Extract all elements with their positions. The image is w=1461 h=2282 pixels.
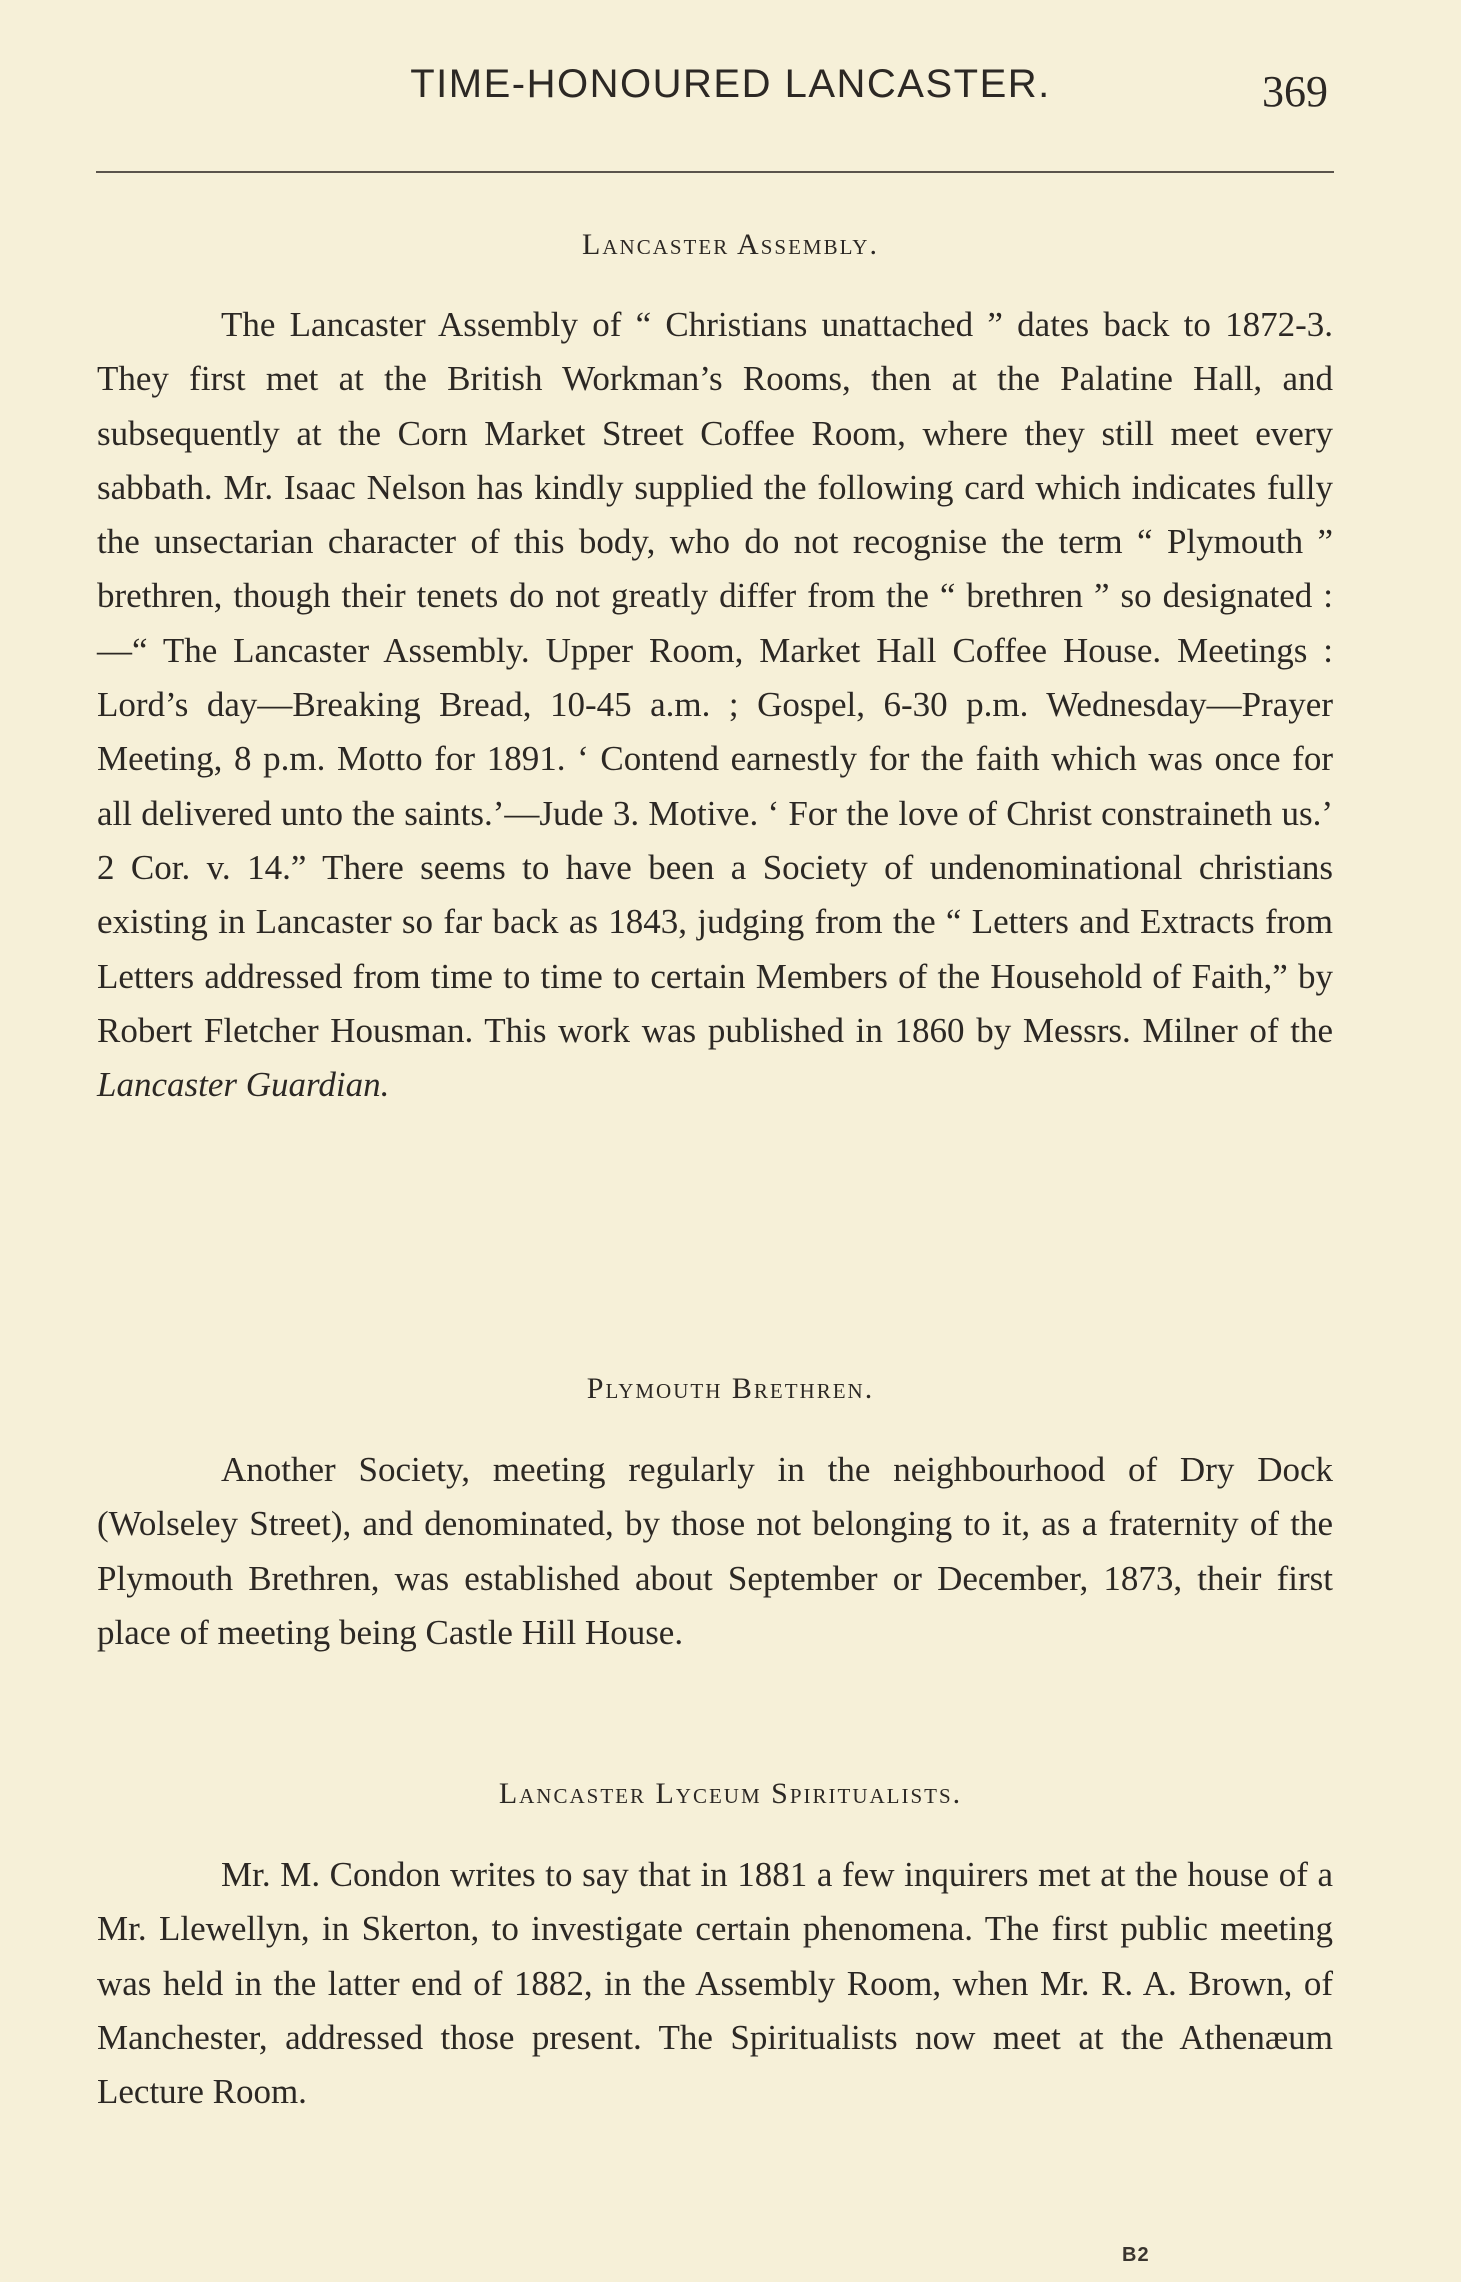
header-rule xyxy=(96,171,1334,173)
paragraph-text: Mr. M. Condon writes to say that in 1881 a few inquirers met at the house of a Mr. Llewellyn, in Skerton, to investigate certain phenomena. The first public meeting was held in the latter end of 1882, in the Assembly Room, when Mr. R. A. Brown, of Manchester, addressed those present. The Spiritualists now meet at the Athenæum Lecture Room. xyxy=(97,1855,1333,2112)
paragraph-lancaster-assembly xyxy=(97,298,1333,1112)
paragraph-text: Another Society, meeting regularly in the neighbourhood of Dry Dock (Wolseley Street), and denominated, by those not belonging to it, as a fraternity of the Plymouth Brethren, was established about September or December, 1873, their first place of meeting being Castle Hill House. xyxy=(97,1450,1333,1652)
section-heading-lyceum-spiritualists: Lancaster Lyceum Spiritualists. xyxy=(498,1777,963,1810)
signature-mark: B2 xyxy=(1122,2244,1150,2266)
section-heading-lancaster-assembly: Lancaster Assembly. xyxy=(582,228,879,261)
page-number: 369 xyxy=(1262,67,1328,116)
section-heading-plymouth-brethren: Plymouth Brethren. xyxy=(586,1372,875,1405)
paragraph-text: The Lancaster Assembly of “ Christians unattached ” dates back to 1872-3. They first met at the British Workman’s Rooms, then at the Palatine Hall, and subsequently at the Corn Market Street Coffee Room, where they still meet every sabbath. Mr. Isaac Nelson has kindly supplied the following card which indicates fully the unsectarian character of this body, who do not recognise the term “ Plymouth ” brethren, though their tenets do not greatly differ from the “ brethren ” so designated :—“ The Lancaster Assembly. Upper Room, Market Hall Coffee House. Meetings : Lord’s day—Breaking Bread, 10-45 a.m. ; Gospel, 6-30 p.m. Wednesday—Prayer Meeting, 8 p.m. Motto for 1891. ‘ Contend earnestly for the faith which was once for all delivered unto the saints.’—Jude 3. Motive. ‘ For the love of Christ constraineth us.’ 2 Cor. v. 14.” There seems to have been a Society of undenominational christians existing in Lancaster so far back as 1843, judging from the “ Letters and Extracts from Letters addressed from time to time to certain Members of the Household of Faith,” by Robert Fletcher Housman. This work was published in 1860 by Messrs. Milner of the xyxy=(97,305,1333,1050)
italic-publication-title: Lancaster Guardian. xyxy=(97,1065,390,1105)
paragraph-plymouth-brethren xyxy=(97,1443,1333,1660)
running-header-title: TIME-HONOURED LANCASTER. xyxy=(410,62,1051,106)
paragraph-lyceum-spiritualists xyxy=(97,1848,1333,2119)
